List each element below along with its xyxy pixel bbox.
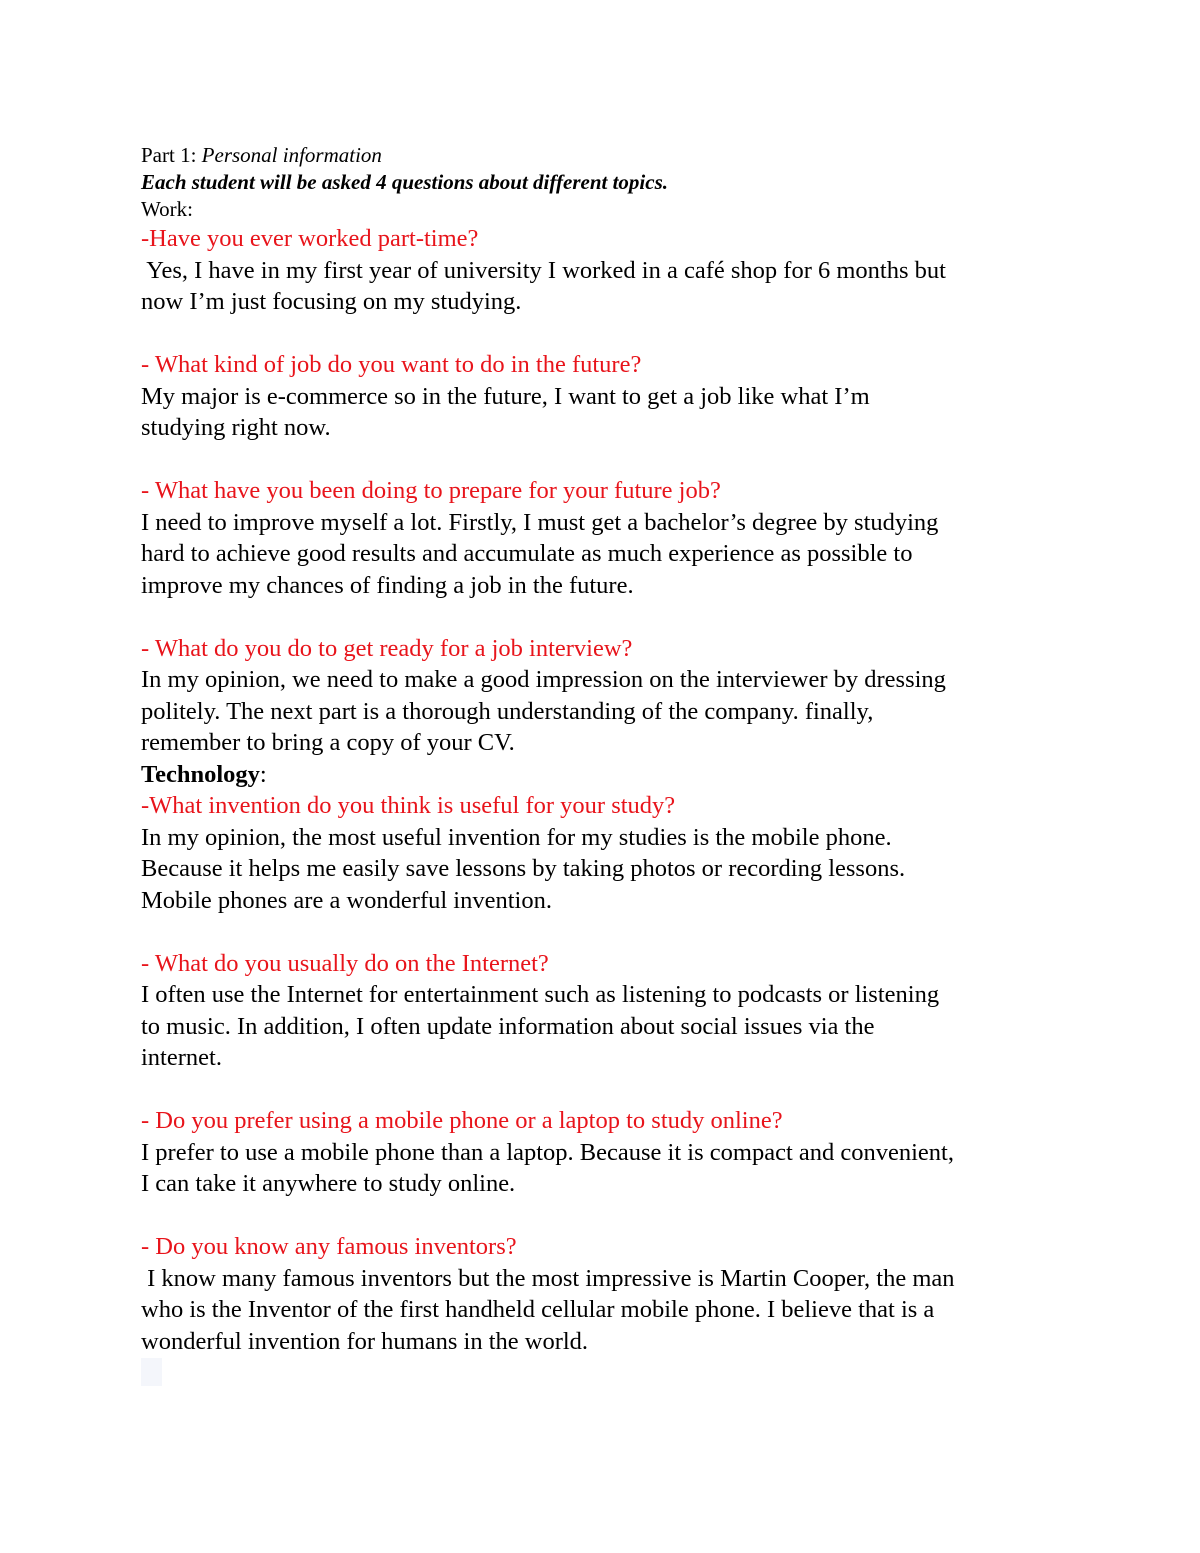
answer-line: I often use the Internet for entertainment such as listening to podcasts or listening	[141, 981, 940, 1008]
paragraph-gap	[141, 1200, 1081, 1232]
answer-line: wonderful invention for humans in the world.	[141, 1327, 589, 1355]
answer-line: Mobile phones are a wonderful invention.	[141, 886, 552, 914]
answer-line: I can take it anywhere to study online.	[141, 1170, 516, 1197]
part-title: Personal information	[201, 143, 382, 167]
answer-line: internet.	[141, 1044, 222, 1071]
work-heading: Work:	[141, 197, 193, 221]
work-qa-1	[141, 223, 1081, 318]
answer-line: politely. The next part is a thorough understanding of the company. finally,	[141, 697, 874, 725]
question-text: - What kind of job do you want to do in the future?	[141, 351, 642, 378]
question-text: - Do you prefer using a mobile phone or a laptop to study online?	[141, 1107, 783, 1134]
work-qa-3	[141, 475, 1081, 601]
question-text: - What have you been doing to prepare for your future job?	[141, 477, 721, 504]
work-qa-2	[141, 349, 1081, 444]
question-text: - What do you do to get ready for a job interview?	[141, 634, 633, 662]
answer-line: I need to improve myself a lot. Firstly, I must get a bachelor’s degree by studying	[141, 508, 939, 536]
question-text: -What invention do you think is useful for your study?	[141, 792, 676, 819]
document-body	[141, 142, 1081, 1357]
answer-line: I prefer to use a mobile phone than a laptop. Because it is compact and convenient,	[141, 1138, 954, 1166]
technology-qa-2	[141, 948, 1081, 1074]
technology-qa-1	[141, 790, 1081, 916]
technology-qa-3	[141, 1105, 1081, 1200]
paragraph-gap	[141, 444, 1081, 476]
answer-line: In my opinion, we need to make a good impression on the interviewer by dressing	[141, 666, 946, 693]
question-text: - Do you know any famous inventors?	[141, 1233, 517, 1260]
empty-paragraph-marker[interactable]	[141, 1358, 162, 1386]
technology-heading-text: Technology	[141, 760, 260, 788]
answer-line: Because it helps me easily save lessons by taking photos or recording lessons.	[141, 855, 906, 882]
paragraph-gap	[141, 601, 1081, 633]
part-heading	[141, 142, 1081, 169]
part-label: Part 1:	[141, 143, 197, 167]
question-text: - What do you usually do on the Internet?	[141, 949, 549, 977]
answer-line: My major is e-commerce so in the future, I want to get a job like what I’m	[141, 382, 870, 410]
technology-heading	[141, 759, 1081, 791]
answer-line: who is the Inventor of the first handheld cellular mobile phone. I believe that is a	[141, 1296, 935, 1323]
answer-line: I know many famous inventors but the most impressive is Martin Cooper, the man	[141, 1264, 955, 1292]
work-qa-4	[141, 633, 1081, 759]
paragraph-gap	[141, 318, 1081, 350]
technology-heading-colon: :	[259, 760, 267, 788]
paragraph-gap	[141, 1074, 1081, 1106]
answer-line: hard to achieve good results and accumulate as much experience as possible to	[141, 540, 913, 567]
instruction-text: Each student will be asked 4 questions about different topics.	[141, 170, 668, 194]
technology-qa-4	[141, 1231, 1081, 1357]
answer-line: studying right now.	[141, 414, 331, 441]
answer-line: improve my chances of finding a job in the future.	[141, 571, 634, 599]
paragraph-gap	[141, 916, 1081, 948]
answer-line: Yes, I have in my first year of university I worked in a café shop for 6 months but	[141, 256, 946, 284]
answer-line: remember to bring a copy of your CV.	[141, 729, 515, 756]
answer-line: to music. In addition, I often update information about social issues via the	[141, 1012, 875, 1040]
question-text: -Have you ever worked part-time?	[141, 225, 479, 252]
answer-line: now I’m just focusing on my studying.	[141, 288, 522, 315]
answer-line: In my opinion, the most useful invention for my studies is the mobile phone.	[141, 823, 892, 851]
